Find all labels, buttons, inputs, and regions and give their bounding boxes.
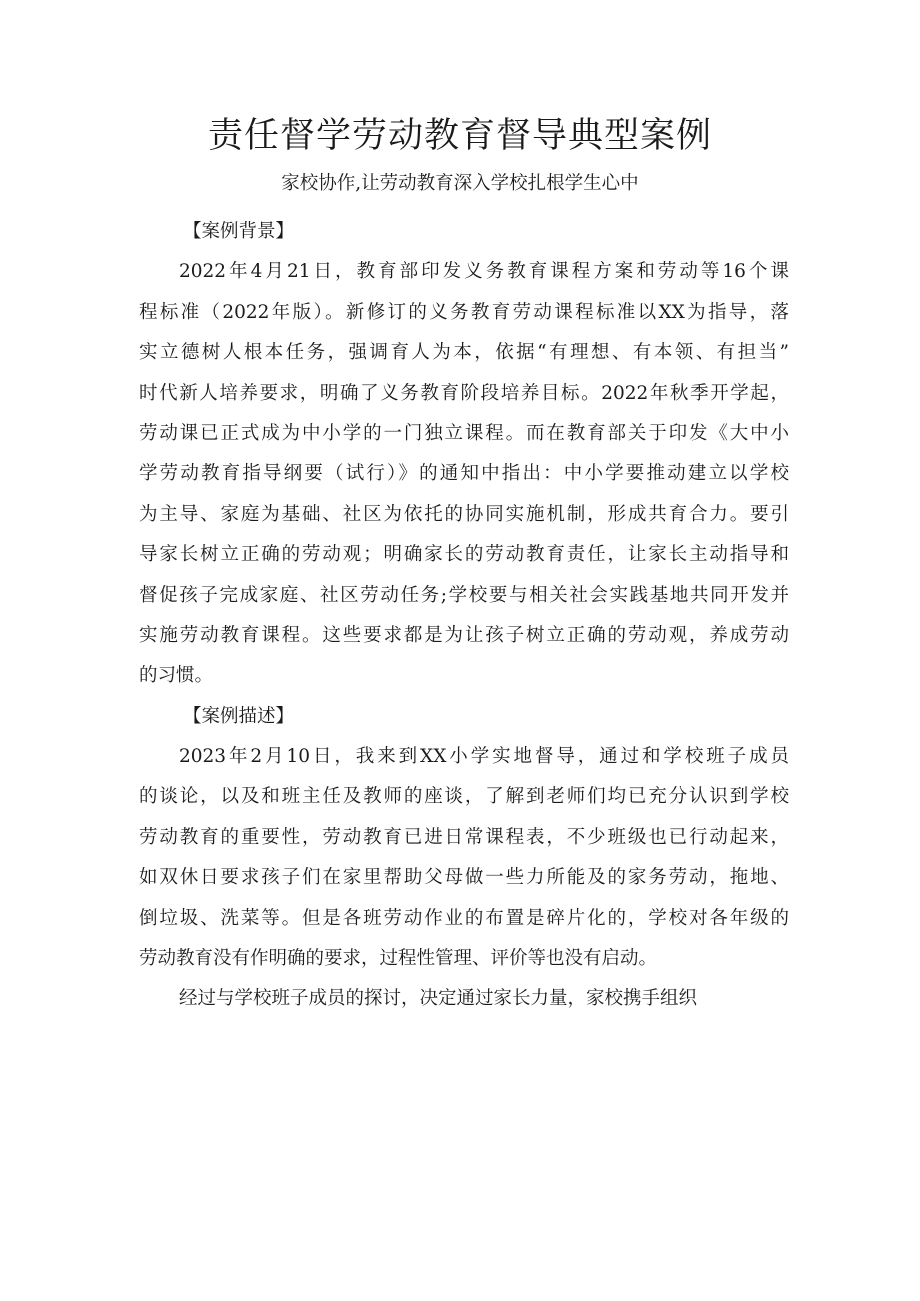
paragraph-line: 2023年2月10日，我来到XX小学实地督导，通过和学校班子成员	[179, 746, 789, 768]
paragraph-line: 时代新人培养要求，明确了义务教育阶段培养目标。2022年秋季开学起，	[139, 382, 789, 404]
paragraph-line: 2022年4月21日，教育部印发义务教育课程方案和劳动等16个课	[179, 261, 789, 283]
document-subtitle: 家校协作,让劳动教育深入学校扎根学生心中	[281, 173, 639, 194]
paragraph-line: 劳动课已正式成为中小学的一门独立课程。而在教育部关于印发《大中小	[139, 422, 789, 444]
paragraph-line: 的谈论，以及和班主任及教师的座谈，了解到老师们均已充分认识到学校	[139, 786, 789, 808]
paragraph-line: 导家长树立正确的劳动观；明确家长的劳动教育责任，让家长主动指导和	[139, 544, 789, 566]
paragraph-line: 劳动教育的重要性，劳动教育已进日常课程表，不少班级也已行动起来，	[139, 826, 789, 848]
paragraph-line: 为主导、家庭为基础、社区为依托的协同实施机制，形成共育合力。要引	[139, 503, 789, 525]
paragraph-line: 督促孩子完成家庭、社区劳动任务;学校要与相关社会实践基地共同开发并	[139, 584, 789, 606]
paragraph-line: 实施劳动教育课程。这些要求都是为让孩子树立正确的劳动观，养成劳动	[139, 624, 789, 646]
paragraph-line: 的习惯。	[139, 665, 214, 687]
paragraph-line: 学劳动教育指导纲要（试行）》的通知中指出：中小学要推动建立以学校	[139, 463, 789, 485]
paragraph-line: 劳动教育没有作明确的要求，过程性管理、评价等也没有启动。	[139, 948, 658, 970]
paragraph-line: 程标准（2022年版）。新修订的义务教育劳动课程标准以XX为指导，落	[139, 301, 789, 323]
paragraph-line: 实立德树人根本任务，强调育人为本，依据“有理想、有本领、有担当”	[139, 342, 789, 364]
section-heading-background: 【案例背景】	[183, 221, 295, 242]
section-heading-description: 【案例描述】	[183, 705, 295, 727]
paragraph-line: 如双休日要求孩子们在家里帮助父母做一些力所能及的家务劳动，拖地、	[139, 867, 789, 889]
paragraph-line: 倒垃圾、洗菜等。但是各班劳动作业的布置是碎片化的，学校对各年级的	[139, 907, 789, 929]
document-title: 责任督学劳动教育督导典型案例	[207, 116, 712, 156]
paragraph-line: 经过与学校班子成员的探讨，决定通过家长力量，家校携手组织	[179, 988, 698, 1010]
document-body	[139, 212, 789, 1020]
